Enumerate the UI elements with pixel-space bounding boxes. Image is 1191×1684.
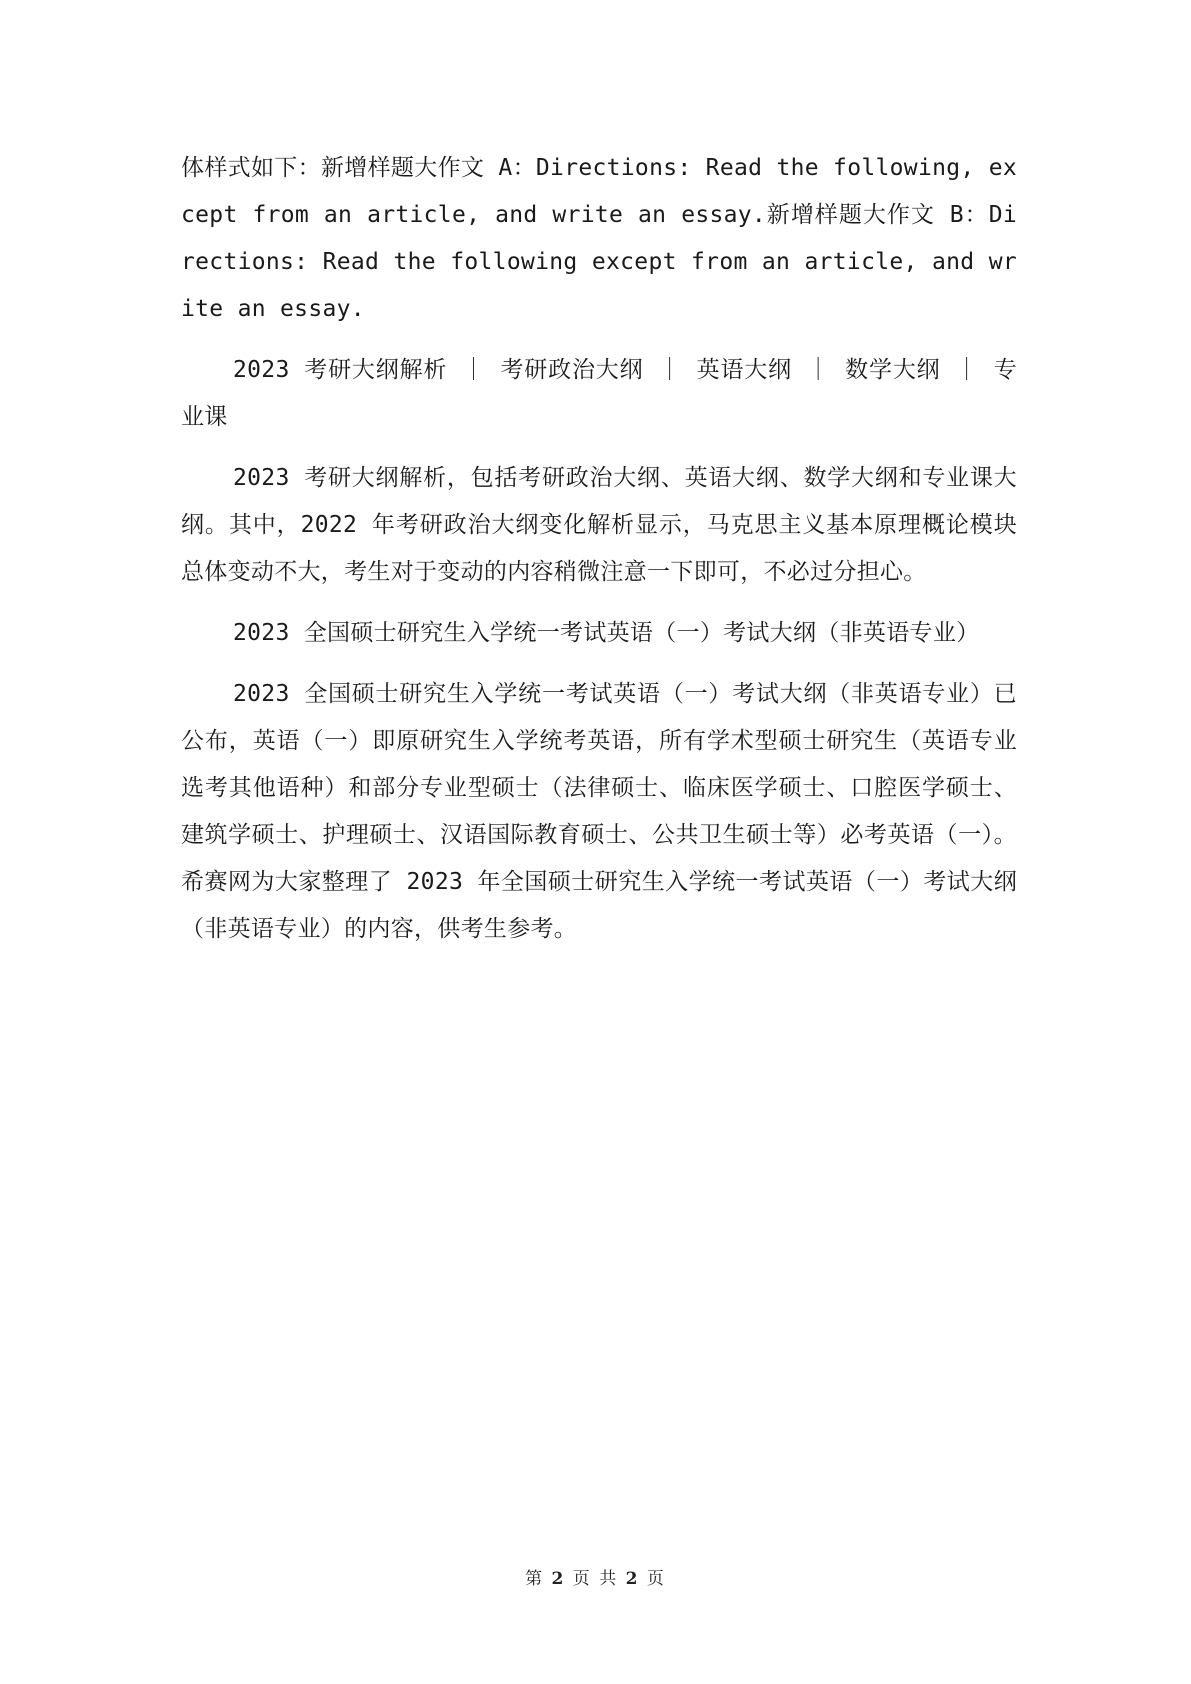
paragraph-english-syllabus-heading: 2023 全国硕士研究生入学统一考试英语（一）考试大纲（非英语专业）: [233, 620, 980, 646]
footer-prefix: 第: [525, 1569, 545, 1589]
paragraph-syllabus-nav: 2023 考研大纲解析 ｜ 考研政治大纲 ｜ 英语大纲 ｜ 数学大纲 ｜ 专业课: [181, 357, 1017, 430]
document-body: [181, 145, 1017, 967]
paragraph-english-syllabus-body: 2023 全国硕士研究生入学统一考试英语（一）考试大纲（非英语专业）已公布，英语（一）即原研究生入学统考英语，所有学术型硕士研究生（英语专业选考其他语种）和部分专业型硕士（法律硕士、临床医学硕士、口腔医学硕士、建筑学硕士、护理硕士、汉语国际教育硕士、公共卫生硕士等）必考英语（一）。希赛网为大家整理了 2023 年全国硕士研究生入学统一考试英语（一）考试大纲（非英语专业）的内容，供考生参考。: [181, 681, 1017, 942]
page-footer: [0, 1564, 1191, 1589]
footer-suffix: 页: [646, 1569, 666, 1589]
paragraph-essay-directions: 体样式如下：新增样题大作文 A：Directions: Read the following, except from an article, and write an essay.新增样题大作文 B：Directions: Read the following except from an article, and write an essay.: [181, 155, 1017, 322]
footer-total-pages: 2: [625, 1569, 640, 1589]
footer-page-number: 2: [551, 1569, 566, 1589]
paragraph-syllabus-analysis: 2023 考研大纲解析，包括考研政治大纲、英语大纲、数学大纲和专业课大纲。其中，2022 年考研政治大纲变化解析显示，马克思主义基本原理概论模块总体变动不大，考生对于变动的内容稍微注意一下即可，不必过分担心。: [181, 465, 1017, 585]
footer-middle: 页 共: [572, 1569, 619, 1589]
